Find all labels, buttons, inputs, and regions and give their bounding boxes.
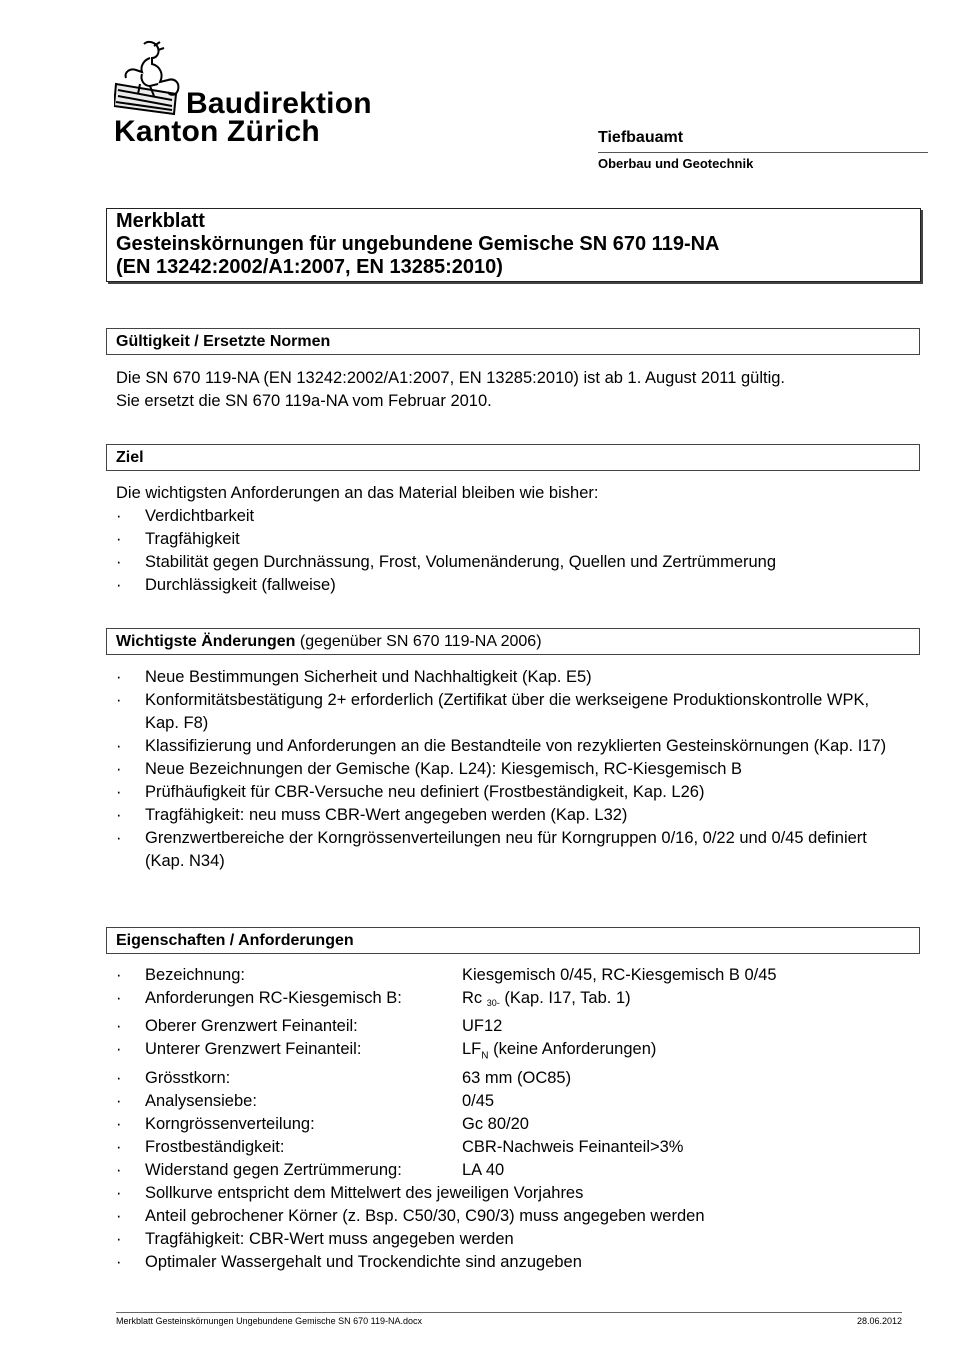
list-item: · Konformitätsbestätigung 2+ erforderlich (Zertifikat über die werkseigene Produktionskontrolle WPK, Kap. F8) bbox=[116, 691, 870, 732]
property-key: Grösstkorn: bbox=[145, 1069, 231, 1088]
goal-intro: Die wichtigsten Anforderungen an das Material bleiben wie bisher: bbox=[116, 484, 599, 502]
property-row bbox=[116, 1067, 906, 1090]
property-row bbox=[116, 1015, 906, 1038]
bullet-icon: · bbox=[116, 691, 122, 709]
property-value: Kiesgemisch 0/45, RC-Kiesgemisch B 0/45 bbox=[462, 966, 777, 984]
property-value: LA 40 bbox=[462, 1161, 505, 1180]
property-row bbox=[116, 987, 906, 1015]
property-row bbox=[116, 1038, 906, 1067]
section-heading-changes-rest: (gegenüber SN 670 119-NA 2006) bbox=[295, 633, 542, 650]
document-title-box bbox=[106, 208, 921, 282]
list-item: · Tragfähigkeit: neu muss CBR-Wert angegeben werden (Kap. L32) bbox=[116, 804, 906, 827]
section-heading-changes bbox=[106, 628, 920, 655]
department-header bbox=[598, 128, 928, 173]
goal-list bbox=[116, 505, 906, 597]
bullet-icon: · bbox=[116, 783, 122, 801]
list-item: · Neue Bezeichnungen der Gemische (Kap. L24): Kiesgemisch, RC-Kiesgemisch B bbox=[116, 758, 906, 781]
zurich-lion-emblem-icon bbox=[114, 40, 186, 118]
footer-date: 28.06.2012 bbox=[856, 1316, 902, 1326]
bullet-icon: · bbox=[116, 576, 122, 594]
bullet-icon: · bbox=[116, 1040, 122, 1058]
bullet-icon: · bbox=[116, 1207, 122, 1226]
validity-line-2: Sie ersetzt die SN 670 119a-NA vom Februar 2010. bbox=[116, 392, 492, 410]
bullet-icon: · bbox=[116, 1017, 122, 1035]
property-value: CBR-Nachweis Feinanteil>3% bbox=[462, 1138, 684, 1157]
property-value: 0/45 bbox=[462, 1092, 495, 1111]
bullet-icon: · bbox=[116, 1161, 122, 1180]
list-item: · Tragfähigkeit: CBR-Wert muss angegeben werden bbox=[116, 1228, 906, 1251]
bullet-icon: · bbox=[116, 507, 122, 525]
section-heading-validity-text: Gültigkeit / Ersetzte Normen bbox=[116, 333, 331, 350]
property-row bbox=[116, 1090, 906, 1113]
bullet-icon: · bbox=[116, 737, 122, 755]
title-line-1: Merkblatt bbox=[116, 210, 205, 232]
section-heading-changes-bold: Wichtigste Änderungen bbox=[116, 633, 296, 650]
section-heading-goal-text: Ziel bbox=[116, 449, 144, 466]
bullet-icon: · bbox=[116, 1069, 122, 1088]
list-item: · Stabilität gegen Durchnässung, Frost, Volumenänderung, Quellen und Zertrümmerung bbox=[116, 551, 906, 574]
bullet-icon: · bbox=[116, 1092, 122, 1111]
property-value: Gc 80/20 bbox=[462, 1115, 529, 1134]
list-item: · Tragfähigkeit bbox=[116, 528, 906, 551]
title-line-2: Gesteinskörnungen für ungebundene Gemische SN 670 119-NA bbox=[116, 233, 720, 255]
bullet-icon: · bbox=[116, 553, 122, 571]
bullet-icon: · bbox=[116, 1184, 122, 1203]
bullet-icon: · bbox=[116, 668, 122, 686]
list-item: · Grenzwertbereiche der Korngrössenverteilungen neu für Korngruppen 0/16, 0/22 und 0/45 definiert (Kap. N34) bbox=[116, 829, 867, 870]
department-title: Tiefbauamt bbox=[598, 128, 928, 153]
logo bbox=[112, 40, 412, 150]
logo-text-baudirektion: Baudirektion bbox=[186, 87, 372, 120]
validity-line-1: Die SN 670 119-NA (EN 13242:2002/A1:2007, EN 13285:2010) ist ab 1. August 2011 gültig. bbox=[116, 369, 786, 387]
property-row bbox=[116, 1159, 906, 1182]
bullet-icon: · bbox=[116, 1115, 122, 1134]
list-item: · Klassifizierung und Anforderungen an die Bestandteile von rezyklierten Gesteinskörnungen (Kap. I17) bbox=[116, 735, 906, 758]
department-subtitle: Oberbau und Geotechnik bbox=[598, 156, 754, 171]
property-value: UF12 bbox=[462, 1017, 503, 1035]
bullet-icon: · bbox=[116, 530, 122, 548]
list-item: · Neue Bestimmungen Sicherheit und Nachhaltigkeit (Kap. E5) bbox=[116, 666, 906, 689]
list-item: · Durchlässigkeit (fallweise) bbox=[116, 574, 906, 597]
bullet-icon: · bbox=[116, 760, 122, 778]
bullet-icon: · bbox=[116, 1230, 122, 1249]
property-key: Unterer Grenzwert Feinanteil: bbox=[145, 1040, 362, 1058]
section-heading-goal bbox=[106, 444, 920, 471]
list-item: · Prüfhäufigkeit für CBR-Versuche neu definiert (Frostbeständigkeit, Kap. L26) bbox=[116, 781, 906, 804]
bullet-icon: · bbox=[116, 806, 122, 824]
section-heading-properties bbox=[106, 927, 920, 954]
property-row bbox=[116, 964, 906, 987]
property-key: Oberer Grenzwert Feinanteil: bbox=[145, 1017, 358, 1035]
properties-list bbox=[116, 964, 906, 1274]
logo-text-kanton: Kanton Zürich bbox=[114, 115, 320, 148]
list-item: · Sollkurve entspricht dem Mittelwert des jeweiligen Vorjahres bbox=[116, 1182, 906, 1205]
property-row bbox=[116, 1136, 906, 1159]
bullet-icon: · bbox=[116, 1253, 122, 1272]
property-key: Frostbeständigkeit: bbox=[145, 1138, 285, 1157]
list-item: · Verdichtbarkeit bbox=[116, 505, 906, 528]
property-value: 63 mm (OC85) bbox=[462, 1069, 572, 1088]
section-heading-validity bbox=[106, 328, 920, 355]
list-item: · Optimaler Wassergehalt und Trockendichte sind anzugeben bbox=[116, 1251, 906, 1274]
property-value: Rc 30- (Kap. I17, Tab. 1) bbox=[462, 989, 631, 1008]
title-line-3: (EN 13242:2002/A1:2007, EN 13285:2010) bbox=[116, 256, 503, 278]
changes-list bbox=[116, 666, 906, 873]
property-key: Analysensiebe: bbox=[145, 1092, 257, 1111]
bullet-icon: · bbox=[116, 966, 122, 984]
bullet-icon: · bbox=[116, 989, 122, 1007]
property-key: Widerstand gegen Zertrümmerung: bbox=[145, 1161, 402, 1180]
bullet-icon: · bbox=[116, 1138, 122, 1157]
footer-filename: Merkblatt Gesteinskörnungen Ungebundene Gemische SN 670 119-NA.docx bbox=[116, 1316, 423, 1326]
section-heading-properties-text: Eigenschaften / Anforderungen bbox=[116, 932, 354, 949]
property-key: Korngrössenverteilung: bbox=[145, 1115, 315, 1134]
property-key: Anforderungen RC-Kiesgemisch B: bbox=[145, 989, 402, 1007]
list-item: · Anteil gebrochener Körner (z. Bsp. C50/30, C90/3) muss angegeben werden bbox=[116, 1205, 906, 1228]
page-footer bbox=[116, 1312, 902, 1327]
property-row bbox=[116, 1113, 906, 1136]
property-key: Bezeichnung: bbox=[145, 966, 245, 984]
bullet-icon: · bbox=[116, 829, 122, 847]
property-value: $LF_N$ (keine Anforderungen) bbox=[462, 1040, 657, 1062]
validity-paragraph bbox=[116, 367, 896, 413]
